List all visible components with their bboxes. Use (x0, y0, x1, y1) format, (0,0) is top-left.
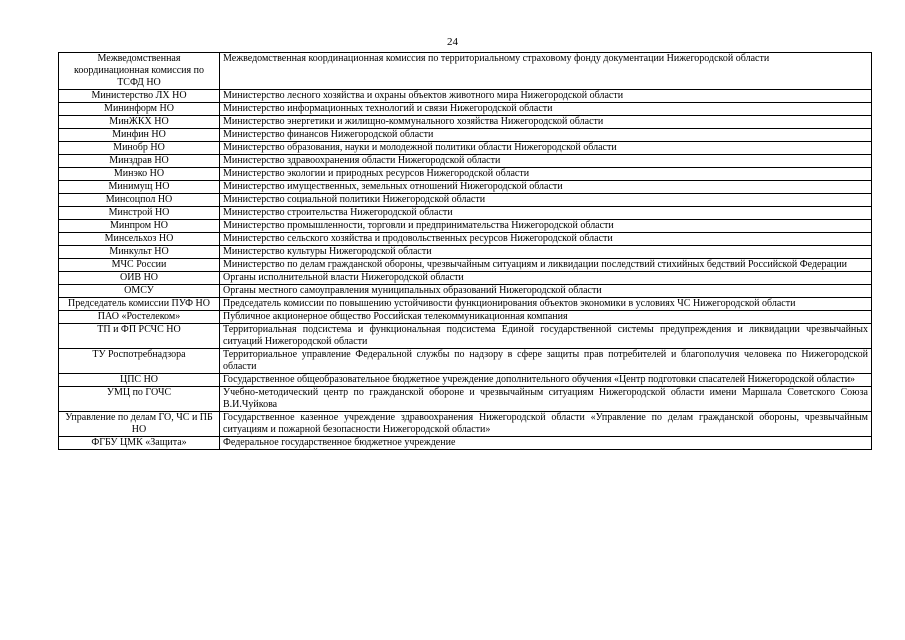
definition-cell: Министерство социальной политики Нижегородской области (220, 194, 872, 207)
page-number: 24 (447, 36, 458, 48)
table-row (59, 259, 872, 272)
abbreviation-cell: Председатель комиссии ПУФ НО (59, 298, 220, 311)
abbreviations-table (58, 52, 872, 450)
table-row (59, 437, 872, 450)
definition-cell: Министерство образования, науки и молодежной политики области Нижегородской области (220, 142, 872, 155)
abbreviation-cell: Минимущ НО (59, 181, 220, 194)
definition-cell: Органы исполнительной власти Нижегородской области (220, 272, 872, 285)
definition-cell: Председатель комиссии по повышению устойчивости функционирования объектов экономики в условиях ЧС Нижегородской области (220, 298, 872, 311)
abbreviation-cell: МинЖКХ НО (59, 116, 220, 129)
abbreviation-cell: ОМСУ (59, 285, 220, 298)
abbreviation-cell: Минстрой НО (59, 207, 220, 220)
abbreviation-cell: ТУ Роспотребнадзора (59, 349, 220, 374)
definition-cell: Министерство промышленности, торговли и предпринимательства Нижегородской области (220, 220, 872, 233)
definition-cell: Министерство имущественных, земельных отношений Нижегородской области (220, 181, 872, 194)
table-row (59, 412, 872, 437)
abbreviation-cell: Мининформ НО (59, 103, 220, 116)
definition-cell: Публичное акционерное общество Российская телекоммуникационная компания (220, 311, 872, 324)
table-row (59, 116, 872, 129)
table-row (59, 129, 872, 142)
abbreviation-cell: МЧС России (59, 259, 220, 272)
table-row (59, 53, 872, 90)
definition-cell: Органы местного самоуправления муниципальных образований Нижегородской области (220, 285, 872, 298)
table-row (59, 374, 872, 387)
abbreviation-cell: ЦПС НО (59, 374, 220, 387)
abbreviations-table-body (59, 53, 872, 450)
abbreviation-cell: Межведомственная координационная комиссия по ТСФД НО (59, 53, 220, 90)
abbreviation-cell: ПАО «Ростелеком» (59, 311, 220, 324)
table-row (59, 90, 872, 103)
table-row (59, 103, 872, 116)
table-row (59, 233, 872, 246)
definition-cell: Государственное общеобразовательное бюджетное учреждение дополнительного обучения «Центр подготовки спасателей Нижегородской области» (220, 374, 872, 387)
abbreviation-cell: Минэко НО (59, 168, 220, 181)
abbreviation-cell: Минсельхоз НО (59, 233, 220, 246)
definition-cell: Государственное казенное учреждение здравоохранения Нижегородской области «Управление по делам гражданской обороны, чрезвычайным ситуациям и пожарной безопасности Нижегородской области» (220, 412, 872, 437)
definition-cell: Министерство лесного хозяйства и охраны объектов животного мира Нижегородской области (220, 90, 872, 103)
abbreviation-cell: ТП и ФП РСЧС НО (59, 324, 220, 349)
table-row (59, 298, 872, 311)
definition-cell: Министерство здравоохранения области Нижегородской области (220, 155, 872, 168)
abbreviation-cell: Минздрав НО (59, 155, 220, 168)
abbreviation-cell: Минсоцпол НО (59, 194, 220, 207)
definition-cell: Территориальное управление Федеральной службы по надзору в сфере защиты прав потребителей и благополучия человека по Нижегородской области (220, 349, 872, 374)
abbreviation-cell: УМЦ по ГОЧС (59, 387, 220, 412)
abbreviation-cell: Минобр НО (59, 142, 220, 155)
abbreviation-cell: Минкульт НО (59, 246, 220, 259)
table-row (59, 142, 872, 155)
table-row (59, 387, 872, 412)
table-row (59, 324, 872, 349)
definition-cell: Министерство экологии и природных ресурсов Нижегородской области (220, 168, 872, 181)
abbreviation-cell: Управление по делам ГО, ЧС и ПБ НО (59, 412, 220, 437)
table-row (59, 168, 872, 181)
definition-cell: Министерство энергетики и жилищно-коммунального хозяйства Нижегородской области (220, 116, 872, 129)
definition-cell: Федеральное государственное бюджетное учреждение (220, 437, 872, 450)
abbreviation-cell: Минпром НО (59, 220, 220, 233)
table-row (59, 194, 872, 207)
definition-cell: Министерство сельского хозяйства и продовольственных ресурсов Нижегородской области (220, 233, 872, 246)
table-row (59, 207, 872, 220)
definition-cell: Министерство финансов Нижегородской области (220, 129, 872, 142)
table-row (59, 349, 872, 374)
abbreviation-cell: Минфин НО (59, 129, 220, 142)
table-row (59, 272, 872, 285)
definition-cell: Министерство по делам гражданской обороны, чрезвычайным ситуациям и ликвидации последствий стихийных бедствий Российской Федерации (220, 259, 872, 272)
table-row (59, 220, 872, 233)
abbreviation-cell: ФГБУ ЦМК «Защита» (59, 437, 220, 450)
definition-cell: Территориальная подсистема и функциональная подсистема Единой государственной системы предупреждения и ликвидации чрезвычайных ситуаций Нижегородской области (220, 324, 872, 349)
table-row (59, 181, 872, 194)
definition-cell: Министерство культуры Нижегородской области (220, 246, 872, 259)
definition-cell: Учебно-методический центр по гражданской обороне и чрезвычайным ситуациям Нижегородской области имени Маршала Советского Союза В.И.Чуйкова (220, 387, 872, 412)
table-row (59, 311, 872, 324)
table-row (59, 246, 872, 259)
table-row (59, 285, 872, 298)
table-row (59, 155, 872, 168)
definition-cell: Министерство информационных технологий и связи Нижегородской области (220, 103, 872, 116)
abbreviation-cell: ОИВ НО (59, 272, 220, 285)
definition-cell: Министерство строительства Нижегородской области (220, 207, 872, 220)
abbreviation-cell: Министерство ЛХ НО (59, 90, 220, 103)
definition-cell: Межведомственная координационная комиссия по территориальному страховому фонду документации Нижегородской области (220, 53, 872, 90)
